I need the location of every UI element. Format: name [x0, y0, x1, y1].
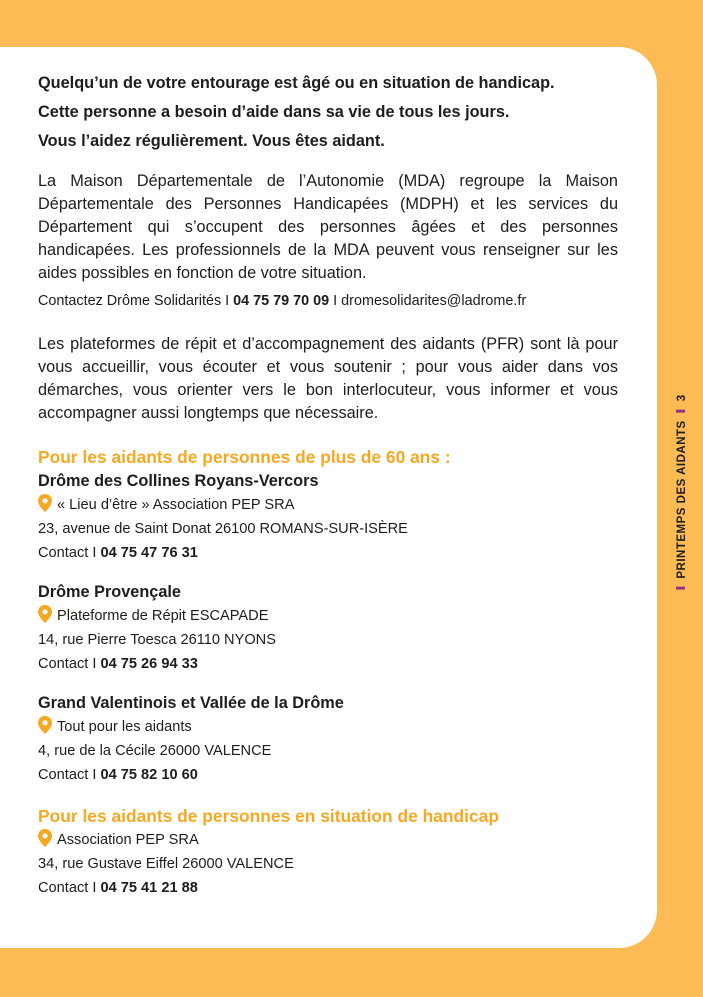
contact-prefix: Contactez Drôme Solidarités I	[38, 293, 234, 309]
main-content	[38, 69, 618, 900]
mda-paragraph: La Maison Départementale de l’Autonomie (MDA) regroupe la Maison Départementale des Personnes Handicapées (MDPH) et les services du Département qui s’occupent des personnes âgées et des personnes handicapées. Les professionnels de la MDA peuvent vous renseigner sur les aides possibles en fonction de votre situation.	[38, 172, 618, 282]
org-name-line	[38, 604, 618, 628]
section-heading-over-60: Pour les aidants de personnes de plus de 60 ans :	[38, 447, 451, 467]
contact-phone: 04 75 82 10 60	[100, 767, 198, 783]
org-contact	[38, 876, 618, 900]
org-address: 4, rue de la Cécile 26000 VALENCE	[38, 743, 272, 759]
page-number: 3	[676, 394, 688, 402]
sidebar-title: PRINTEMPS DES AIDANTS	[676, 420, 688, 579]
section-heading-handicap: Pour les aidants de personnes en situation de handicap	[38, 806, 499, 826]
org-address: 34, rue Gustave Eiffel 26000 VALENCE	[38, 856, 294, 872]
sidebar-text	[676, 394, 688, 597]
intro-block	[38, 69, 618, 156]
location-pin-icon	[38, 605, 52, 623]
org-contact	[38, 652, 618, 676]
location-pin-icon	[38, 716, 52, 734]
org-address: 14, rue Pierre Toesca 26110 NYONS	[38, 632, 276, 648]
org-address: 23, avenue de Saint Donat 26100 ROMANS-SUR-ISÈRE	[38, 521, 408, 537]
intro-line: Quelqu’un de votre entourage est âgé ou en situation de handicap.	[38, 74, 555, 92]
org-name: Association PEP SRA	[57, 832, 199, 848]
org-name-line	[38, 828, 618, 852]
contact-email: I dromesolidarites@ladrome.fr	[329, 293, 527, 309]
contact-label: Contact I	[38, 880, 101, 896]
org-area: Drôme Provençale	[38, 583, 181, 601]
contact-label: Contact I	[38, 656, 101, 672]
contact-phone: 04 75 47 76 31	[100, 545, 198, 561]
org-contact	[38, 541, 618, 565]
drome-solidarites-contact	[38, 290, 618, 312]
intro-line: Vous l’aidez régulièrement. Vous êtes aidant.	[38, 132, 385, 150]
page-card	[0, 47, 657, 948]
pfr-paragraph: Les plateformes de répit et d’accompagnement des aidants (PFR) sont là pour vous accueillir, vous écouter et vous soutenir ; pour vous aider dans vos démarches, vous orienter vers le bon interlocuteur, vous informer et vous accompagner aussi longtemps que nécessaire.	[38, 335, 618, 422]
sidebar-running-title	[670, 380, 694, 612]
org-block	[38, 580, 618, 676]
intro-line: Cette personne a besoin d’aide dans sa vie de tous les jours.	[38, 103, 510, 121]
org-area: Grand Valentinois et Vallée de la Drôme	[38, 694, 344, 712]
org-contact	[38, 763, 618, 787]
contact-phone: 04 75 41 21 88	[100, 880, 198, 896]
org-name: Tout pour les aidants	[57, 719, 192, 735]
contact-phone: 04 75 79 70 09	[233, 293, 330, 309]
org-block	[38, 469, 618, 565]
location-pin-icon	[38, 829, 52, 847]
org-area: Drôme des Collines Royans-Vercors	[38, 472, 319, 490]
sidebar-bar	[676, 587, 685, 590]
contact-label: Contact I	[38, 545, 101, 561]
location-pin-icon	[38, 494, 52, 512]
org-block	[38, 691, 618, 787]
sidebar-bar	[676, 409, 685, 412]
org-block	[38, 828, 618, 900]
org-name: Plateforme de Répit ESCAPADE	[57, 608, 269, 624]
contact-phone: 04 75 26 94 33	[100, 656, 198, 672]
org-name: « Lieu d’être » Association PEP SRA	[57, 497, 295, 513]
contact-label: Contact I	[38, 767, 101, 783]
org-name-line	[38, 715, 618, 739]
org-name-line	[38, 493, 618, 517]
